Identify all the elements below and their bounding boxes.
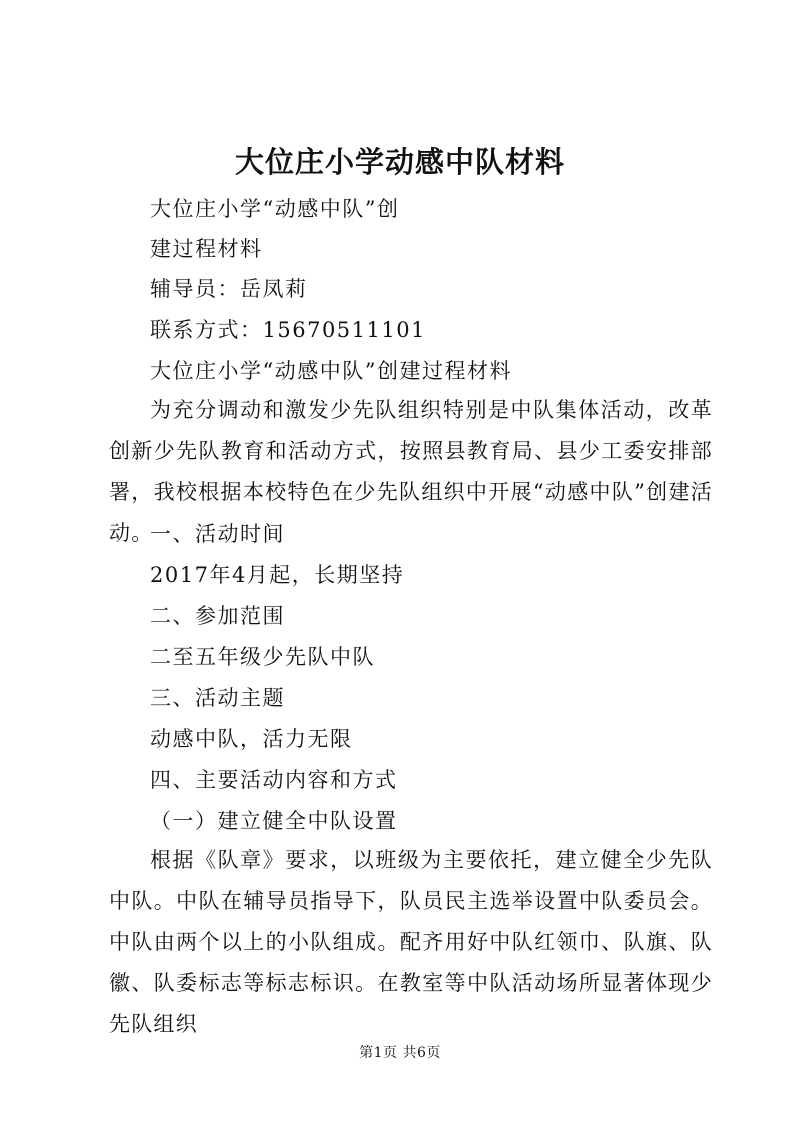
heading-line: 大位庄小学“动感中队”创建过程材料	[150, 359, 512, 383]
intro-paragraph: 为充分调动和激发少先队组织特别是中队集体活动，改革创新少先队教育和活动方式，按照县教育局、县少工委安排部署，我校根据本校特色在少先队组织中开展“动感中队”创建活动。	[109, 398, 713, 545]
section-activity-time: 一、活动时间	[150, 522, 285, 546]
subtitle-line-2: 建过程材料	[150, 237, 263, 261]
counselor-line: 辅导员：岳凤莉	[150, 277, 308, 301]
contact-line: 联系方式：15670511101	[150, 318, 426, 342]
section-main-content: 四、主要活动内容和方式	[150, 768, 398, 792]
activity-time-value: 2017年4月起，长期坚持	[150, 563, 405, 587]
subsection-setup: （一）建立健全中队设置	[150, 809, 398, 833]
setup-paragraph: 根据《队章》要求，以班级为主要依托，建立健全少先队中队。中队在辅导员指导下，队员民主选举设置中队委员会。中队由两个以上的小队组成。配齐用好中队红领巾、队旗、队徽、队委标志等标志标识。在教室等中队活动场所显著体现少先队组织	[109, 848, 713, 1036]
section-theme: 三、活动主题	[150, 686, 285, 710]
document-title: 大位庄小学动感中队材料	[234, 145, 565, 179]
subtitle-line-1: 大位庄小学“动感中队”创	[150, 197, 400, 221]
scope-value: 二至五年级少先队中队	[150, 645, 375, 669]
page-footer: 第1页 共6页	[359, 1045, 441, 1061]
theme-value: 动感中队，活力无限	[150, 727, 353, 751]
section-scope: 二、参加范围	[150, 604, 285, 628]
